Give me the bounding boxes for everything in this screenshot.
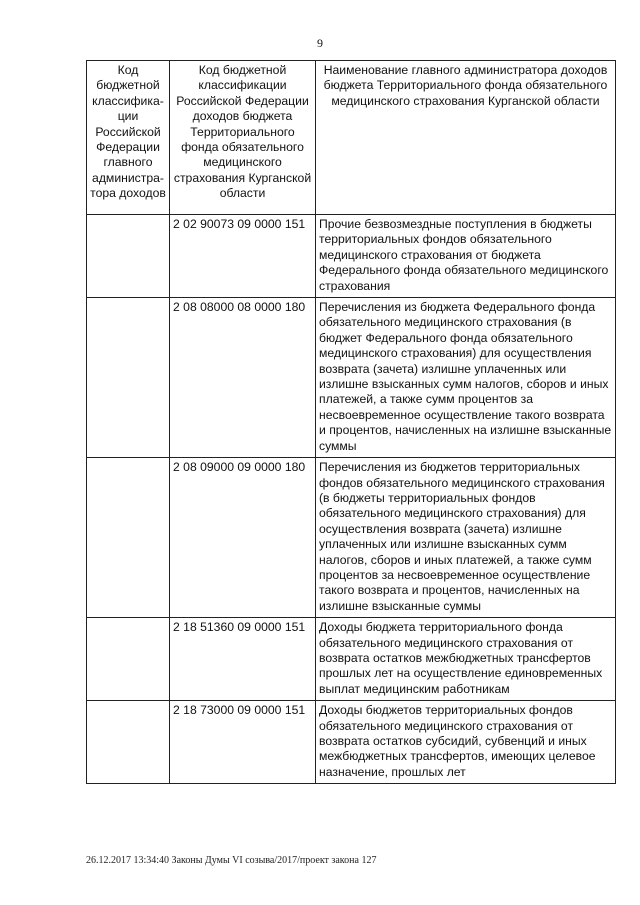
table-row (87, 298, 616, 458)
admin-code-cell (87, 701, 170, 784)
revenue-code-cell: 2 18 73000 09 0000 151 (170, 701, 316, 784)
table-row (87, 618, 616, 701)
admin-code-cell (87, 618, 170, 701)
revenue-name-cell: Перечисления из бюджетов территориальных фондов обязательного медицинского страхования (в бюджеты территориальных фондов обязательного медицинского страхования) для осуществления возврата (зачета) излишне уплаченных или излишне взысканных сумм налогов, сборов и иных платежей, а также сумм процентов за несвоевременное осуществление такого возврата и процентов, начисленных на излишне взысканные суммы (316, 458, 616, 618)
table-row (87, 458, 616, 618)
revenue-codes-table (86, 60, 616, 784)
header-revenue-code: Код бюджетной классификации Российской Федерации доходов бюджета Территориального фонда обязательного медицинского страхования Курганской области (170, 61, 316, 215)
table-row (87, 701, 616, 784)
table-header-row (87, 61, 616, 215)
revenue-name-cell: Доходы бюджета территориального фонда обязательного медицинского страхования от возврата остатков межбюджетных трансфертов прошлых лет на осуществление единовременных выплат медицинским работникам (316, 618, 616, 701)
revenue-code-cell: 2 02 90073 09 0000 151 (170, 215, 316, 298)
revenue-name-cell: Прочие безвозмездные поступления в бюджеты территориальных фондов обязательного медицинского страхования от бюджета Федерального фонда обязательного медицинского страхования (316, 215, 616, 298)
revenue-name-cell: Доходы бюджетов территориальных фондов обязательного медицинского страхования от возврата остатков субсидий, субвенций и иных межбюджетных трансфертов, имеющих целевое назначение, прошлых лет (316, 701, 616, 784)
header-admin-name: Наименование главного администратора доходов бюджета Территориального фонда обязательного медицинского страхования Курганской области (316, 61, 616, 215)
revenue-name-cell: Перечисления из бюджета Федерального фонда обязательного медицинского страхования (в бюджет Федерального фонда обязательного медицинского страхования) для осуществления возврата (зачета) излишне уплаченных или излишне взысканных сумм налогов, сборов и иных платежей, а также сумм процентов за несвоевременное осуществление такого возврата и процентов, начисленных на излишне взысканные суммы (316, 298, 616, 458)
admin-code-cell (87, 215, 170, 298)
revenue-code-cell: 2 08 09000 09 0000 180 (170, 458, 316, 618)
admin-code-cell (87, 298, 170, 458)
revenue-code-cell: 2 18 51360 09 0000 151 (170, 618, 316, 701)
table-row (87, 215, 616, 298)
header-admin-code: Код бюджетной классифика-ции Российской Федерации главного администра-тора доходов (87, 61, 170, 215)
page-number: 9 (317, 36, 323, 50)
document-footer: 26.12.2017 13:34:40 Законы Думы VI созыва/2017/проект закона 127 (86, 855, 377, 866)
admin-code-cell (87, 458, 170, 618)
revenue-code-cell: 2 08 08000 08 0000 180 (170, 298, 316, 458)
